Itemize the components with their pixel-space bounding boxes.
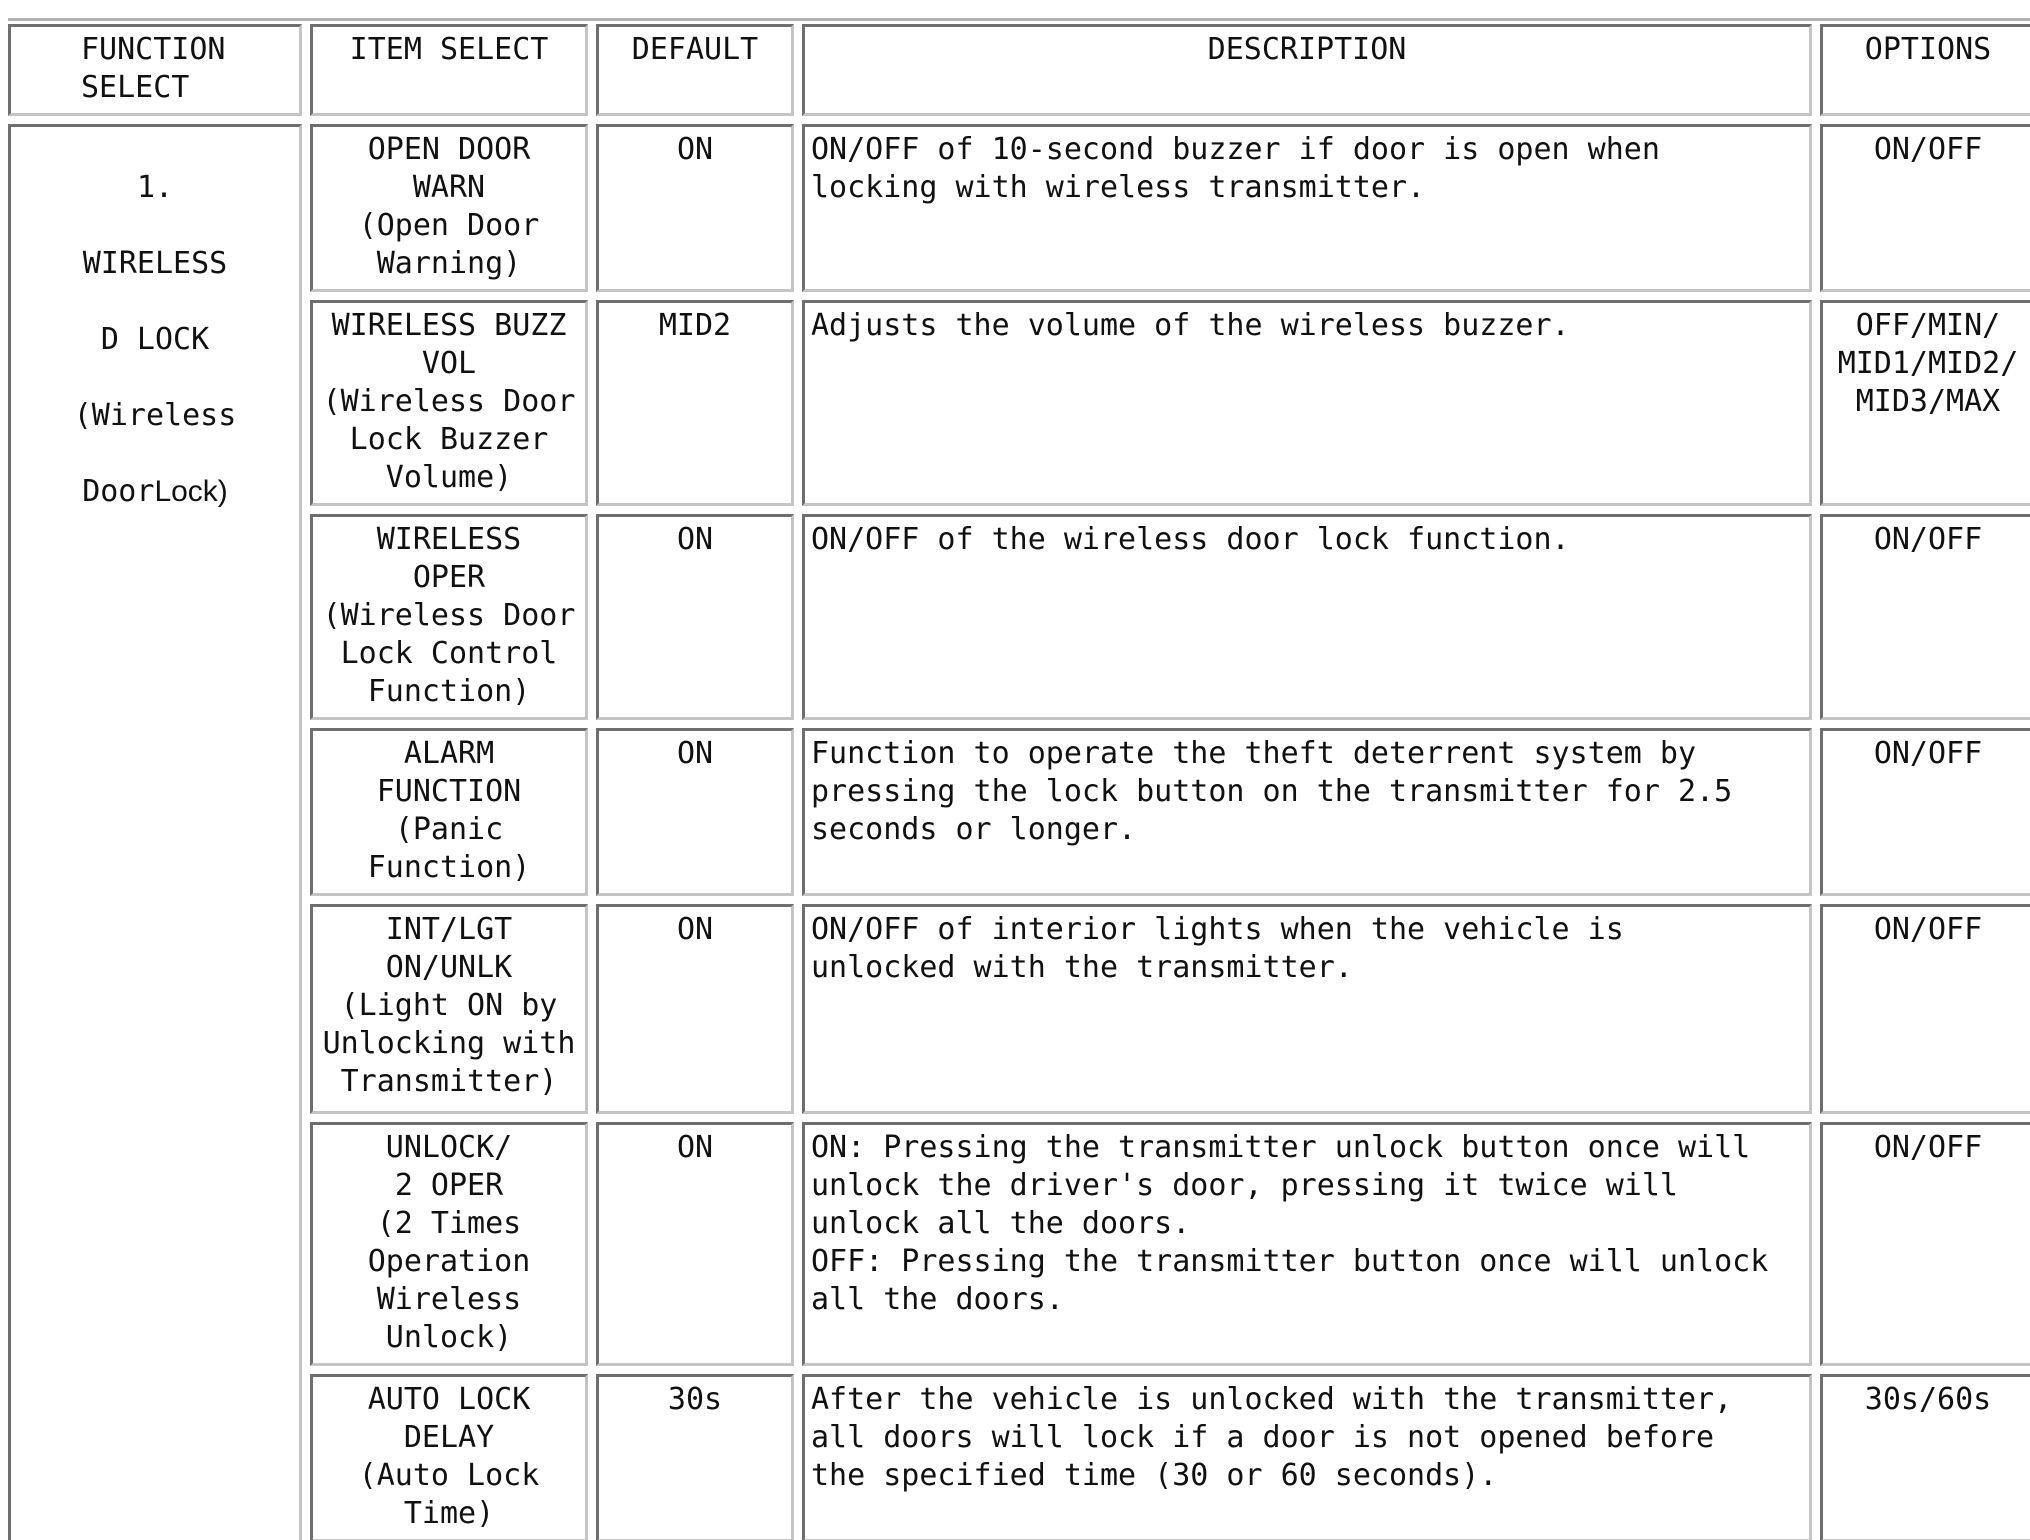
function-cell (8, 124, 302, 1540)
options-cell: OFF/MIN/ MID1/MID2/ MID3/MAX (1820, 300, 2030, 506)
table-row (8, 514, 2030, 720)
table-row (8, 1122, 2030, 1366)
function-door-word: Door (82, 474, 155, 509)
item-cell: ALARM FUNCTION (Panic Function) (310, 728, 588, 896)
table-row (8, 728, 2030, 896)
options-cell: ON/OFF (1820, 514, 2030, 720)
item-cell: OPEN DOOR WARN (Open Door Warning) (310, 124, 588, 292)
description-cell: ON: Pressing the transmitter unlock button once will unlock the driver's door, pressing it twice will unlock all the doors. OFF: Pressing the transmitter button once will unlock all the doors. (802, 1122, 1812, 1366)
options-cell: ON/OFF (1820, 1122, 2030, 1366)
item-cell: WIRELESS OPER (Wireless Door Lock Control Function) (310, 514, 588, 720)
function-number: 1. (136, 170, 174, 205)
description-cell: Adjusts the volume of the wireless buzzer. (802, 300, 1812, 506)
options-cell: ON/OFF (1820, 728, 2030, 896)
function-line-1: WIRELESS (82, 246, 228, 281)
header-default: DEFAULT (596, 24, 794, 116)
options-cell: ON/OFF (1820, 904, 2030, 1114)
item-cell: WIRELESS BUZZ VOL (Wireless Door Lock Buzzer Volume) (310, 300, 588, 506)
description-cell: After the vehicle is unlocked with the transmitter, all doors will lock if a door is not opened before the specified time (30 or 60 seconds). (802, 1374, 1812, 1540)
default-cell: ON (596, 728, 794, 896)
table-row (8, 300, 2030, 506)
default-cell: 30s (596, 1374, 794, 1540)
description-cell: ON/OFF of the wireless door lock function. (802, 514, 1812, 720)
table-row (8, 904, 2030, 1114)
table-row (8, 124, 2030, 292)
description-cell: ON/OFF of 10-second buzzer if door is open when locking with wireless transmitter. (802, 124, 1812, 292)
function-line-4 (17, 473, 293, 511)
options-cell: ON/OFF (1820, 124, 2030, 292)
description-cell: Function to operate the theft deterrent system by pressing the lock button on the transmitter for 2.5 seconds or longer. (802, 728, 1812, 896)
header-options: OPTIONS (1820, 24, 2030, 116)
function-line-3: (Wireless (73, 398, 237, 433)
default-cell: MID2 (596, 300, 794, 506)
default-cell: ON (596, 124, 794, 292)
item-cell: INT/LGT ON/UNLK (Light ON by Unlocking with Transmitter) (310, 904, 588, 1114)
options-cell: 30s/60s (1820, 1374, 2030, 1540)
header-item-select: ITEM SELECT (310, 24, 588, 116)
default-cell: ON (596, 1122, 794, 1366)
customization-table (0, 16, 2030, 1540)
header-row (8, 24, 2030, 116)
header-description: DESCRIPTION (802, 24, 1812, 116)
description-cell: ON/OFF of interior lights when the vehicle is unlocked with the transmitter. (802, 904, 1812, 1114)
item-cell: AUTO LOCK DELAY (Auto Lock Time) (310, 1374, 588, 1540)
function-line-2: D LOCK (100, 322, 210, 357)
default-cell: ON (596, 904, 794, 1114)
item-cell: UNLOCK/ 2 OPER (2 Times Operation Wireless Unlock) (310, 1122, 588, 1366)
table-row (8, 1374, 2030, 1540)
header-function-select: FUNCTION SELECT (8, 24, 302, 116)
default-cell: ON (596, 514, 794, 720)
function-lock-word: Lock) (154, 475, 228, 508)
